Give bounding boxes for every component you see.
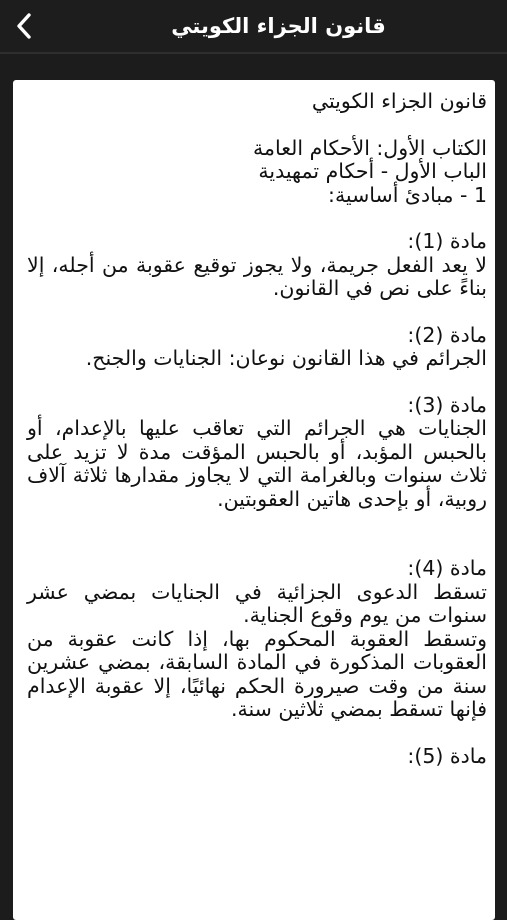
article-text: الجنايات هي الجرائم التي تعاقب عليها بالإعدام، أو بالحبس المؤبد، أو بالحبس المؤقت مدة لا تزيد على ثلاث سنوات وبالغرامة التي لا يجاوز مقدارها ثلاثة آلاف روبية، أو بإحدى هاتين العقوبتين. bbox=[27, 416, 487, 511]
document-card[interactable] bbox=[13, 80, 495, 920]
document-title: قانون الجزاء الكويتي bbox=[311, 89, 487, 113]
document-content bbox=[13, 80, 495, 768]
article-heading: مادة (5): bbox=[407, 743, 487, 768]
article-text: وتسقط العقوبة المحكوم بها، إذا كانت عقوبة من العقوبات المذكورة في المادة السابقة، بمضي عشرين سنة من وقت صيرورة الحكم نهائيًا، إلا عقوبة الإعدام فإنها تسقط بمضي ثلاثين سنة. bbox=[27, 626, 487, 721]
article-heading: مادة (4): bbox=[407, 556, 487, 580]
section-heading: 1 - مبادئ أساسية: bbox=[328, 182, 487, 207]
chevron-left-icon bbox=[14, 12, 34, 40]
app-bar bbox=[0, 0, 507, 52]
article-heading: مادة (2): bbox=[407, 322, 487, 347]
article-heading: مادة (3): bbox=[407, 392, 487, 417]
back-button[interactable] bbox=[8, 10, 40, 42]
book-heading: الكتاب الأول: الأحكام العامة bbox=[253, 135, 487, 160]
page-title: قانون الجزاء الكويتي bbox=[171, 14, 386, 38]
article-text: لا يعد الفعل جريمة، ولا يجوز توقيع عقوبة من أجله، إلا بناءً على نص في القانون. bbox=[27, 252, 487, 300]
chapter-heading: الباب الأول - أحكام تمهيدية bbox=[258, 159, 487, 183]
header-divider bbox=[0, 52, 507, 54]
article-text: تسقط الدعوى الجزائية في الجنايات بمضي عشر سنوات من يوم وقوع الجناية. bbox=[27, 579, 487, 627]
article-heading: مادة (1): bbox=[407, 229, 487, 253]
article-text: الجرائم في هذا القانون نوعان: الجنايات والجنح. bbox=[85, 346, 487, 370]
